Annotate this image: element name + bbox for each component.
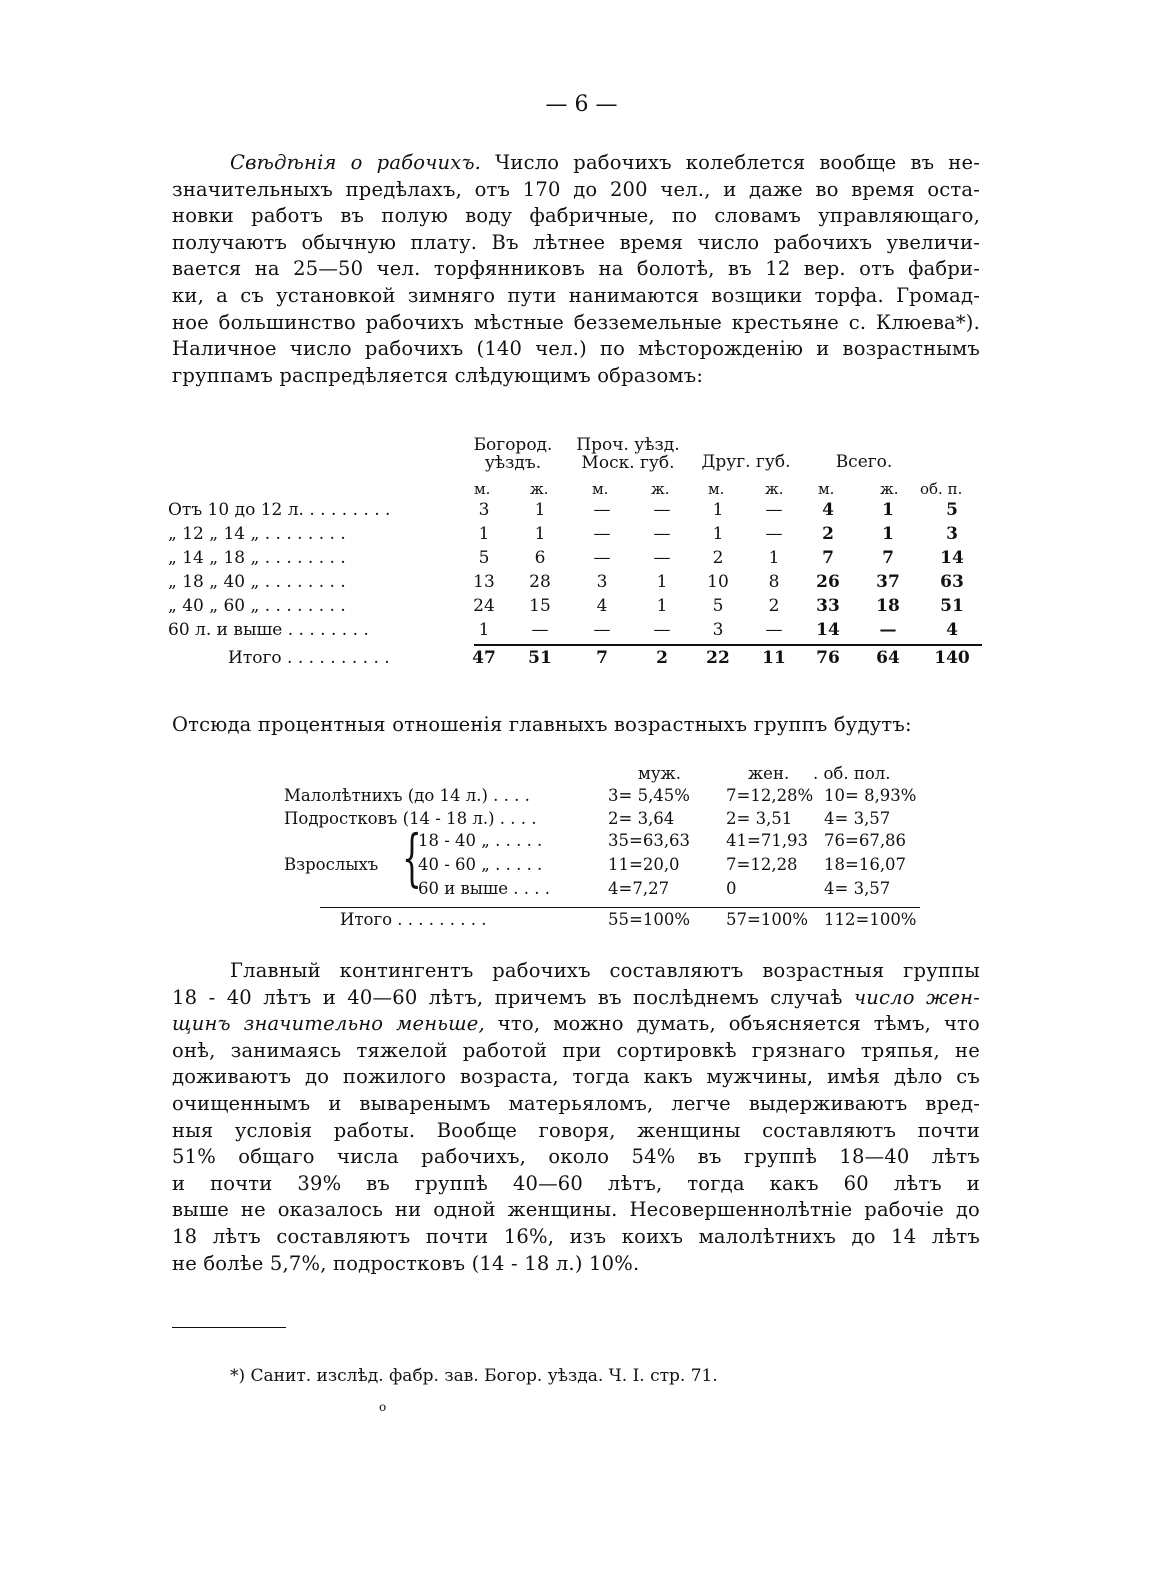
table-cell: 10 xyxy=(707,572,729,592)
table-cell: 1 xyxy=(712,524,724,544)
table-cell: 1 xyxy=(882,524,894,544)
table-cell: 5 xyxy=(712,596,724,616)
table-cell: 51 xyxy=(528,648,552,668)
table-cell: 2 xyxy=(768,596,780,616)
table-cell: 112=100% xyxy=(824,910,917,929)
table-cell: 11=20,0 xyxy=(608,855,680,874)
table-cell: 3 xyxy=(596,572,608,592)
table-cell: 55=100% xyxy=(608,910,690,929)
page-number: — 6 — xyxy=(545,92,618,117)
table-cell: 64 xyxy=(876,648,900,668)
row-label: Отъ 10 до 12 л. . . . . . . . . xyxy=(168,500,391,520)
intro-lead: Свѣдѣнія о рабочихъ. xyxy=(230,151,482,174)
table-cell: 18 xyxy=(876,596,900,616)
footnote: *) Санит. изслѣд. фабр. зав. Богор. уѣзда. Ч. I. стр. 71. xyxy=(230,1366,718,1386)
table-row xyxy=(168,500,982,523)
table-cell: — xyxy=(765,524,783,544)
table-cell: 37 xyxy=(876,572,900,592)
table-cell: 2 xyxy=(822,524,834,544)
table-row xyxy=(168,572,982,595)
table-row xyxy=(168,596,982,619)
table-cell: 1 xyxy=(478,524,490,544)
table-cell: 1 xyxy=(534,524,546,544)
table-cell: — xyxy=(765,620,783,640)
row-label: Итого . . . . . . . . . xyxy=(340,910,487,929)
table-cell: 2 xyxy=(656,648,668,668)
table-cell: 41=71,93 xyxy=(726,831,809,850)
table-cell: 3 xyxy=(946,524,958,544)
table-row xyxy=(280,831,940,855)
table-row xyxy=(280,786,940,810)
table-cell: — xyxy=(593,548,611,568)
row-sublabel: 40 - 60 „ . . . . . xyxy=(418,855,543,874)
intro-line: ки, а съ установкой зимняго пути нанимаются возщики торфа. Громад- xyxy=(172,283,980,307)
table-cell: 6 xyxy=(534,548,546,568)
column-subheader: ж. xyxy=(530,480,549,498)
table-cell: 7=12,28% xyxy=(726,786,814,805)
table-cell: 2 xyxy=(712,548,724,568)
table-cell: 1 xyxy=(656,596,668,616)
table-cell: 51 xyxy=(940,596,964,616)
table-cell: — xyxy=(653,500,671,520)
table-cell: 33 xyxy=(816,596,840,616)
stray-mark: о xyxy=(379,1400,387,1414)
intro-line: вается на 25—50 чел. торфянниковъ на болотѣ, въ 12 вер. отъ фабри- xyxy=(172,257,980,281)
table-cell: 3 xyxy=(478,500,490,520)
table-cell: — xyxy=(653,548,671,568)
table-cell: 26 xyxy=(816,572,840,592)
table-cell: 4 xyxy=(946,620,958,640)
table-cell: 14 xyxy=(816,620,840,640)
table-cell: 76 xyxy=(816,648,840,668)
table-cell: 4 xyxy=(596,596,608,616)
conclusion-line: очищеннымъ и вываренымъ матерьяломъ, легче выдерживаютъ вред- xyxy=(172,1091,980,1115)
table-cell: 14 xyxy=(940,548,964,568)
table-total-rule xyxy=(474,644,982,646)
table-cell: 24 xyxy=(473,596,495,616)
table-total-row xyxy=(168,648,982,671)
table-cell: 22 xyxy=(706,648,730,668)
column-subheader: ж. xyxy=(880,480,899,498)
table-cell: 4= 3,57 xyxy=(824,809,891,828)
table-cell: 13 xyxy=(473,572,495,592)
conclusion-line: и почти 39% въ группѣ 40—60 лѣтъ, тогда какъ 60 лѣтъ и xyxy=(172,1171,980,1195)
column-subheader: м. xyxy=(592,480,609,498)
table-cell: 0 xyxy=(726,879,737,898)
adults-brace: { xyxy=(402,821,422,894)
table-cell: 1 xyxy=(882,500,894,520)
table-cell: 76=67,86 xyxy=(824,831,907,850)
table-cell: 1 xyxy=(768,548,780,568)
column-group-header: Друг. губ. xyxy=(701,452,791,472)
table-cell: 18=16,07 xyxy=(824,855,907,874)
column-subheader: м. xyxy=(708,480,725,498)
conclusion-line: 51% общаго числа рабочихъ, около 54% въ группѣ 18—40 лѣтъ xyxy=(172,1145,980,1169)
table-cell: 7 xyxy=(882,548,894,568)
footnote-rule xyxy=(172,1327,286,1328)
column-header-both: . об. пол. xyxy=(813,764,891,783)
table-cell: 2= 3,64 xyxy=(608,809,675,828)
intro-line: группамъ распредѣляется слѣдующимъ образомъ: xyxy=(172,363,704,387)
row-label: 60 л. и выше . . . . . . . . xyxy=(168,620,369,640)
intro-line: новки работъ въ полую воду фабричные, по словамъ управляющаго, xyxy=(172,204,980,228)
table-cell: — xyxy=(593,500,611,520)
intro-line: значительныхъ предѣлахъ, отъ 170 до 200 чел., и даже во время оста- xyxy=(172,177,980,201)
row-label: „ 12 „ 14 „ . . . . . . . . xyxy=(168,524,346,544)
conclusion-line: Главный контингентъ рабочихъ составляютъ возрастныя группы xyxy=(230,959,980,982)
column-group-header: Всего. xyxy=(835,452,893,472)
table-row xyxy=(168,524,982,547)
table-cell: — xyxy=(653,620,671,640)
table-cell: — xyxy=(593,524,611,544)
conclusion-paragraph xyxy=(172,958,980,1277)
table-row xyxy=(280,879,940,903)
row-label: „ 14 „ 18 „ . . . . . . . . xyxy=(168,548,346,568)
table-cell: — xyxy=(879,620,897,640)
conclusion-line: ныя условія работы. Вообще говоря, женщины составляютъ почти xyxy=(172,1118,980,1142)
table-row xyxy=(280,855,940,879)
table-cell: — xyxy=(531,620,549,640)
intro-line: Наличное число рабочихъ (140 чел.) по мѣсторожденію и возрастнымъ xyxy=(172,337,980,361)
table-cell: — xyxy=(593,620,611,640)
table-cell: 5 xyxy=(478,548,490,568)
table-cell: 47 xyxy=(472,648,496,668)
column-subheader: м. xyxy=(474,480,491,498)
conclusion-line: не болѣе 5,7%, подростковъ (14 - 18 л.) 10%. xyxy=(172,1251,640,1275)
table-cell: 11 xyxy=(762,648,786,668)
column-subheader: ж. xyxy=(765,480,784,498)
table-cell: 4= 3,57 xyxy=(824,879,891,898)
table-cell: 63 xyxy=(940,572,964,592)
conclusion-line: 18 - 40 лѣтъ и 40—60 лѣтъ, причемъ въ послѣднемъ случаѣ число жен- xyxy=(172,985,980,1009)
table-cell: 4 xyxy=(822,500,834,520)
table-row xyxy=(168,620,982,643)
conclusion-line: выше не оказалось ни одной женщины. Несовершеннолѣтніе рабочіе до xyxy=(172,1198,980,1222)
row-sublabel: 18 - 40 „ . . . . . xyxy=(418,831,543,850)
emphasis: щинъ значительно меньше, xyxy=(172,1012,485,1036)
row-label: Взрослыхъ xyxy=(284,855,379,874)
table-cell: 15 xyxy=(529,596,551,616)
intro-line: ное большинство рабочихъ мѣстные безземельные крестьяне с. Клюева*). xyxy=(172,310,980,334)
table-cell: 7 xyxy=(822,548,834,568)
table-cell: 4=7,27 xyxy=(608,879,670,898)
table-cell: 140 xyxy=(934,648,970,668)
table-total-row xyxy=(280,910,940,934)
conclusion-line: доживаютъ до пожилого возраста, тогда какъ мужчины, имѣя дѣло съ xyxy=(172,1065,980,1089)
column-group-header: Проч. уѣзд. Моск. губ. xyxy=(576,435,680,473)
table-cell: — xyxy=(653,524,671,544)
row-label: Подростковъ (14 - 18 л.) . . . . xyxy=(284,809,537,828)
intro-line: Свѣдѣнія о рабочихъ. Число рабочихъ колеблется вообще въ не- xyxy=(230,151,981,174)
column-group-header: Богород. уѣздъ. xyxy=(473,435,553,473)
intro-paragraph xyxy=(172,150,980,389)
conclusion-line: щинъ значительно меньше, что, можно думать, объясняется тѣмъ, что xyxy=(172,1012,980,1036)
column-subheader: ж. xyxy=(651,480,670,498)
table-cell: 10= 8,93% xyxy=(824,786,917,805)
table-total-rule xyxy=(320,907,920,908)
table-cell: 28 xyxy=(529,572,551,592)
column-subheader: об. п. xyxy=(920,480,963,498)
column-header-male: муж. xyxy=(638,764,681,783)
row-label: Малолѣтнихъ (до 14 л.) . . . . xyxy=(284,786,530,805)
intro-line: получаютъ обычную плату. Въ лѣтнее время число рабочихъ увеличи- xyxy=(172,230,980,254)
table-row xyxy=(280,809,940,833)
row-label: Итого . . . . . . . . . . xyxy=(228,648,390,668)
conclusion-line: 18 лѣтъ составляютъ почти 16%, изъ коихъ малолѣтнихъ до 14 лѣтъ xyxy=(172,1224,980,1248)
table-cell: 3= 5,45% xyxy=(608,786,690,805)
table-cell: 1 xyxy=(534,500,546,520)
table-cell: 1 xyxy=(712,500,724,520)
table-cell: 1 xyxy=(478,620,490,640)
table-cell: 7 xyxy=(596,648,608,668)
table-row xyxy=(168,548,982,571)
column-subheader: м. xyxy=(818,480,835,498)
table-cell: 57=100% xyxy=(726,910,808,929)
emphasis: число жен- xyxy=(853,985,980,1009)
row-label: „ 18 „ 40 „ . . . . . . . . xyxy=(168,572,346,592)
percent-intro: Отсюда процентныя отношенія главныхъ возрастныхъ группъ будутъ: xyxy=(172,713,912,736)
table-cell: — xyxy=(765,500,783,520)
table-cell: 3 xyxy=(712,620,724,640)
table-cell: 8 xyxy=(768,572,780,592)
table-cell: 5 xyxy=(946,500,958,520)
table-cell: 35=63,63 xyxy=(608,831,691,850)
table-cell: 7=12,28 xyxy=(726,855,798,874)
row-label: „ 40 „ 60 „ . . . . . . . . xyxy=(168,596,346,616)
conclusion-line: онѣ, занимаясь тяжелой работой при сортировкѣ грязнаго тряпья, не xyxy=(172,1038,980,1062)
table-cell: 2= 3,51 xyxy=(726,809,793,828)
table-cell: 1 xyxy=(656,572,668,592)
row-sublabel: 60 и выше . . . . xyxy=(418,879,550,898)
column-header-female: жен. xyxy=(748,764,790,783)
